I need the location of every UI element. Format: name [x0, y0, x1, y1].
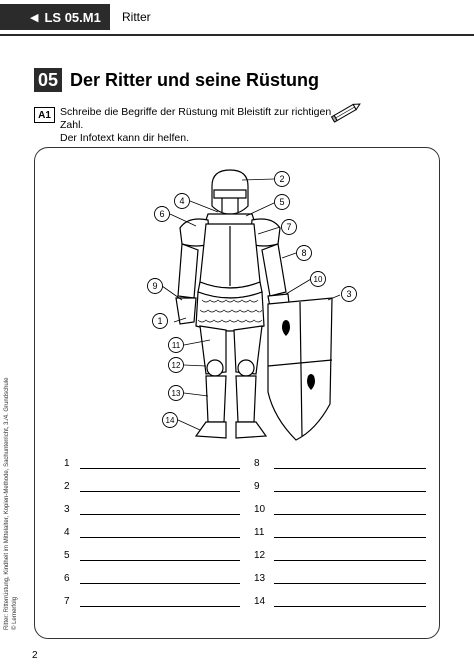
answer-line[interactable]: [274, 606, 426, 607]
credit-line-1: Ritter: Ritterrüstung, Kindheit im Mittelalter, Kopien-Methode, Sachunterricht, 3./4. Grundschule: [4, 377, 10, 630]
callout-label: 2: [279, 174, 285, 184]
answer-number: 5: [64, 550, 70, 561]
answer-row-14: [254, 596, 430, 610]
callout-9: [148, 279, 163, 294]
answer-number: 4: [64, 527, 70, 538]
callout-13: [169, 386, 184, 401]
credit-line-2: © Lernerfolg: [12, 596, 18, 630]
callout-label: 3: [346, 289, 352, 299]
callout-5: [275, 195, 290, 210]
task-line-1: Schreibe die Begriffe der Rüstung mit Bleistift zur richtigen Zahl.: [60, 106, 332, 131]
answer-row-11: [254, 527, 430, 541]
answer-number: 13: [254, 573, 266, 584]
answer-row-12: [254, 550, 430, 564]
answer-number: 9: [254, 481, 260, 492]
answer-number: 7: [64, 596, 70, 607]
answer-row-8: [254, 458, 430, 472]
lesson-code: LS 05.M1: [44, 9, 101, 25]
answer-number: 3: [64, 504, 70, 515]
callout-10: [311, 272, 326, 287]
answer-line[interactable]: [274, 491, 426, 492]
answer-line[interactable]: [274, 514, 426, 515]
answer-line[interactable]: [274, 537, 426, 538]
answer-line[interactable]: [274, 560, 426, 561]
answer-number: 12: [254, 550, 266, 561]
callout-label: 12: [171, 361, 181, 370]
callout-label: 9: [152, 281, 158, 291]
answer-row-3: [64, 504, 240, 518]
callout-label: 10: [313, 275, 323, 284]
answer-row-13: [254, 573, 430, 587]
answer-row-5: [64, 550, 240, 564]
callout-label: 7: [286, 222, 292, 232]
callout-label: 1: [157, 316, 163, 326]
answer-number: 10: [254, 504, 266, 515]
callout-label: 4: [179, 196, 185, 206]
answer-line[interactable]: [274, 468, 426, 469]
callout-label: 11: [171, 341, 181, 350]
answer-row-7: [64, 596, 240, 610]
callout-6: [155, 207, 170, 222]
answer-row-1: [64, 458, 240, 472]
answer-line[interactable]: [80, 514, 240, 515]
answer-row-4: [64, 527, 240, 541]
task-label: A1: [34, 107, 55, 123]
answer-line[interactable]: [80, 537, 240, 538]
callout-14: [163, 413, 178, 428]
task-line-2: Der Infotext kann dir helfen.: [60, 132, 189, 144]
answer-number: 8: [254, 458, 260, 469]
callout-label: 13: [171, 389, 181, 398]
callout-label: 14: [165, 416, 175, 425]
callout-11: [169, 338, 184, 353]
answer-number: 2: [64, 481, 70, 492]
callout-3: [342, 287, 357, 302]
answer-line[interactable]: [80, 468, 240, 469]
answer-number: 1: [64, 458, 70, 469]
callout-4: [175, 194, 190, 209]
answer-number: 14: [254, 596, 266, 607]
answer-row-10: [254, 504, 430, 518]
answer-number: 11: [254, 527, 265, 538]
callout-7: [282, 220, 297, 235]
answer-number: 6: [64, 573, 70, 584]
page-number: 2: [32, 650, 38, 661]
callout-label: 6: [159, 209, 165, 219]
answer-line[interactable]: [80, 491, 240, 492]
callout-label: 8: [301, 248, 307, 258]
section-number: 05: [34, 68, 62, 92]
callout-8: [297, 246, 312, 261]
section-title: Der Ritter und seine Rüstung: [70, 70, 320, 90]
answer-row-2: [64, 481, 240, 495]
answer-line[interactable]: [80, 583, 240, 584]
callout-12: [169, 358, 184, 373]
answer-line[interactable]: [80, 560, 240, 561]
answer-line[interactable]: [80, 606, 240, 607]
lesson-topic: Ritter: [122, 10, 151, 24]
callout-1: [153, 314, 168, 329]
callout-2: [275, 172, 290, 187]
callout-label: 5: [279, 197, 285, 207]
back-arrow-icon: ◀: [30, 11, 39, 24]
answer-row-6: [64, 573, 240, 587]
side-credit: [4, 377, 18, 630]
answer-row-9: [254, 481, 430, 495]
answer-line[interactable]: [274, 583, 426, 584]
